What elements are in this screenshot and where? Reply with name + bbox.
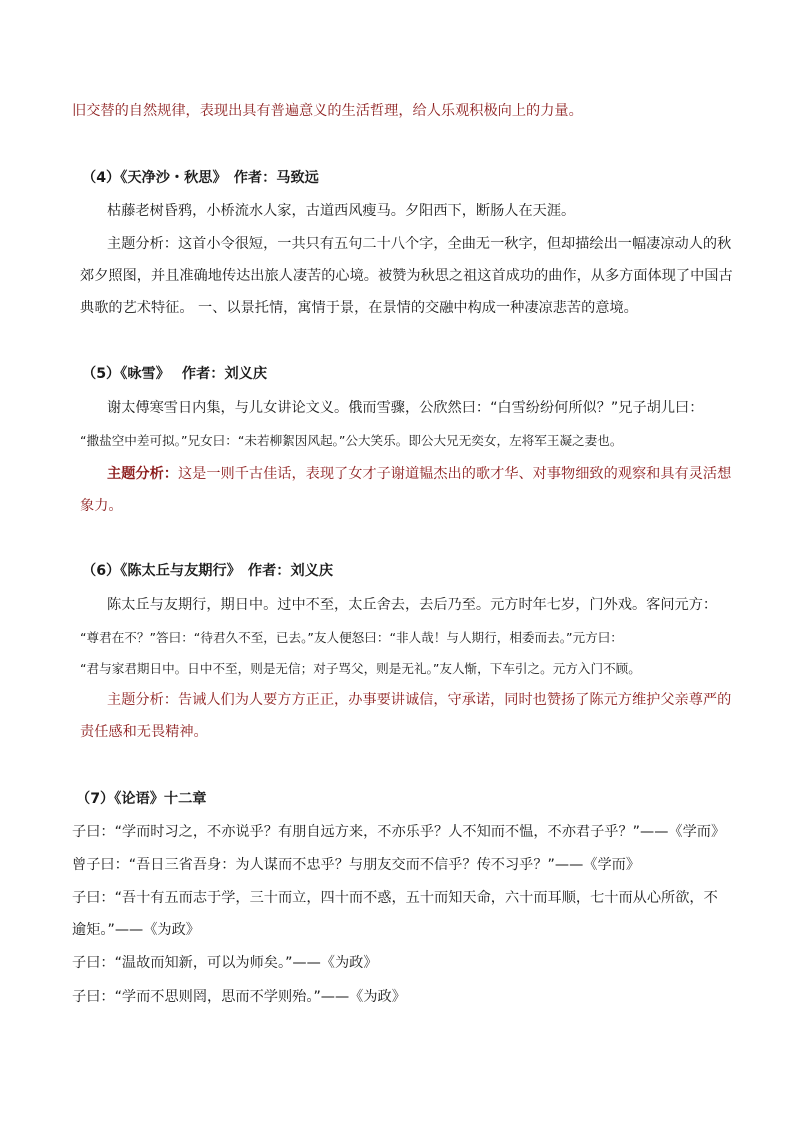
section-6-text-line: 陈太丘与友期行，期日中。过中不至，太丘舍去，去后乃至。元方时年七岁，门外戏。客问元方： bbox=[107, 597, 718, 613]
section-4-poem: 枯藤老树昏鸦，小桥流水人家，古道西风瘦马。夕阳西下，断肠人在天涯。 bbox=[107, 203, 576, 219]
analects-line: 子曰：“学而不思则罔，思而不学则殆。”——《为政》 bbox=[72, 989, 406, 1005]
section-5-text-line: “撒盐空中差可拟。”兄女曰：“未若柳絮因风起。”公大笑乐。即公大兄无奕女，左将军王凝之妻也。 bbox=[80, 433, 623, 448]
section-7-heading: （7）《论语》十二章 bbox=[76, 791, 207, 807]
section-5-analysis-line bbox=[107, 464, 731, 484]
section-4-analysis-line: 郊夕照图，并且准确地传达出旅人凄苦的心境。被赞为秋思之祖这首成功的曲作，从多方面体现了中国古 bbox=[80, 268, 733, 284]
analects-line: 子曰：“温故而知新，可以为师矣。”——《为政》 bbox=[72, 955, 378, 971]
section-4-analysis-line: 典歌的艺术特征。 一、以景托情，寓情于景，在景情的交融中构成一种凄凉悲苦的意境。 bbox=[80, 300, 638, 316]
section-5-analysis-line-2: 象力。 bbox=[80, 498, 123, 514]
section-6-analysis-line: 主题分析：告诫人们为人要方方正正，办事要讲诚信，守承诺，同时也赞扬了陈元方维护父亲尊严的 bbox=[107, 692, 732, 708]
section-6-analysis-line: 责任感和无畏精神。 bbox=[80, 724, 208, 740]
section-6-text-line: “君与家君期日中。日中不至，则是无信；对子骂父，则是无礼。”友人惭，下车引之。元方入门不顾。 bbox=[80, 661, 641, 676]
section-5-heading: （5）《咏雪》 作者：刘义庆 bbox=[82, 366, 268, 382]
section-4-heading: （4）《天净沙・秋思》 作者：马致远 bbox=[82, 170, 319, 186]
section-4-analysis-line: 主题分析：这首小令很短，一共只有五句二十八个字，全曲无一秋字，但却描绘出一幅凄凉动人的秋 bbox=[107, 236, 732, 252]
section-6-text-line: “尊君在不？”答曰：“待君久不至，已去。”友人便怒曰：“非人哉！与人期行，相委而去。”元方曰： bbox=[80, 630, 623, 645]
section-5-analysis-label: 主题分析： bbox=[107, 466, 178, 482]
section-6-heading: （6）《陈太丘与友期行》 作者：刘义庆 bbox=[82, 563, 334, 579]
intro-line: 旧交替的自然规律，表现出具有普遍意义的生活哲理，给人乐观积极向上的力量。 bbox=[72, 103, 583, 119]
section-5-analysis-text: 这是一则千古佳话，表现了女才子谢道韫杰出的歌才华、对事物细致的观察和具有灵活想 bbox=[177, 466, 732, 482]
analects-line: 曾子曰：“吾日三省吾身：为人谋而不忠乎？与朋友交而不信乎？传不习乎？”——《学而》 bbox=[72, 857, 641, 873]
analects-line: 逾矩。”——《为政》 bbox=[72, 922, 200, 938]
analects-line: 子曰：“吾十有五而志于学，三十而立，四十而不惑，五十而知天命，六十而耳顺，七十而从心所欲，不 bbox=[72, 890, 718, 906]
analects-line: 子曰：“学而时习之，不亦说乎？有朋自远方来，不亦乐乎？人不知而不愠，不亦君子乎？”——《学而》 bbox=[72, 824, 726, 840]
section-5-text-line: 谢太傅寒雪日内集，与儿女讲论文义。俄而雪骤，公欣然曰：“白雪纷纷何所似？”兄子胡儿曰： bbox=[107, 400, 704, 416]
